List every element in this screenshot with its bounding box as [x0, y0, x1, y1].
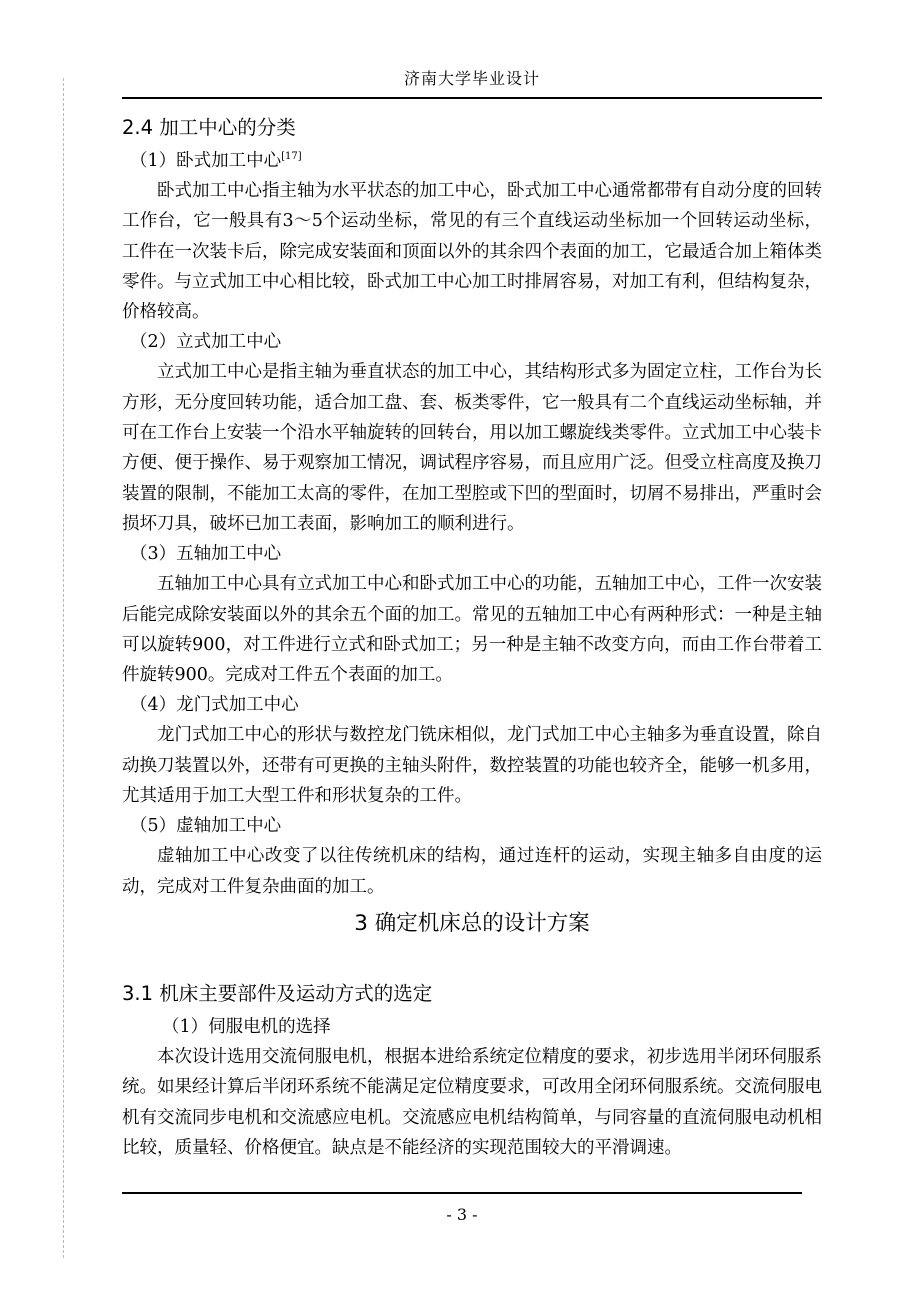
subsection-title-5: （5）虚轴加工中心	[130, 816, 282, 837]
binding-margin-line	[63, 78, 64, 1258]
page-content	[122, 106, 822, 1163]
paragraph-4: 龙门式加工中心的形状与数控龙门铣床相似，龙门式加工中心主轴多为垂直设置，除自动换刀装置以外，还带有可更换的主轴头附件，数控装置的功能也较齐全，能够一机多用，尤其适用于加工大型工件和形状复杂的工件。	[122, 725, 822, 807]
subsection-title-servo: （1）伺服电机的选择	[162, 1016, 331, 1037]
subsection-title-4: （4）龙门式加工中心	[130, 695, 299, 716]
section-heading-3-1: 3.1 机床主要部件及运动方式的选定	[122, 981, 433, 1005]
paragraph-1: 卧式加工中心指主轴为水平状态的加工中心，卧式加工中心通常都带有自动分度的回转工作台，它一般具有3～5个运动坐标，常见的有三个直线运动坐标加一个回转运动坐标，工件在一次装卡后，除完成安装面和顶面以外的其余四个表面的加工，它最适合加上箱体类零件。与立式加工中心相比较，卧式加工中心加工时排屑容易，对加工有利，但结构复杂，价格较高。	[122, 181, 822, 323]
subsection-title-3: （3）五轴加工中心	[130, 544, 282, 565]
footer-rule	[122, 1192, 802, 1194]
paragraph-5: 虚轴加工中心改变了以往传统机床的结构，通过连杆的运动，实现主轴多自由度的运动，完成对工件复杂曲面的加工。	[122, 846, 822, 897]
chapter-heading-3: 3 确定机床总的设计方案	[354, 910, 590, 936]
subsection-title-text: （1）卧式加工中心	[130, 151, 282, 171]
header-rule	[122, 97, 822, 99]
paragraph-servo: 本次设计选用交流伺服电机，根据本进给系统定位精度的要求，初步选用半闭环伺服系统。如果经计算后半闭环系统不能满足定位精度要求，可改用全闭环伺服系统。交流伺服电机有交流同步电机和交流感应电机。交流感应电机结构简单，与同容量的直流伺服电动机相比较，质量轻、价格便宜。缺点是不能经济的实现范围较大的平滑调速。	[122, 1046, 822, 1158]
page-header-title: 济南大学毕业设计	[403, 69, 540, 88]
paragraph-3: 五轴加工中心具有立式加工中心和卧式加工中心的功能，五轴加工中心，工件一次安装后能完成除安装面以外的其余五个面的加工。常见的五轴加工中心有两种形式：一种是主轴可以旋转900，对工件进行立式和卧式加工；另一种是主轴不改变方向，而由工作台带着工件旋转900。完成对工件五个表面的加工。	[122, 574, 822, 686]
subsection-title-2: （2）立式加工中心	[130, 332, 282, 353]
page-number: - 3 -	[446, 1205, 478, 1224]
paragraph-2: 立式加工中心是指主轴为垂直状态的加工中心，其结构形式多为固定立柱，工作台为长方形，无分度回转功能，适合加工盘、套、板类零件，它一般具有二个直线运动坐标轴，并可在工作台上安装一个沿水平轴旋转的回转台，用以加工螺旋线类零件。立式加工中心装卡方便、便于操作、易于观察加工情况，调试程序容易，而且应用广泛。但受立柱高度及换刀装置的限制，不能加工太高的零件，在加工型腔或下凹的型面时，切屑不易排出，严重时会损坏刀具，破坏已加工表面，影响加工的顺利进行。	[122, 362, 822, 534]
citation-ref: [17]	[281, 151, 302, 162]
subsection-title-1	[122, 146, 822, 176]
section-heading-2-4: 2.4 加工中心的分类	[122, 116, 296, 139]
